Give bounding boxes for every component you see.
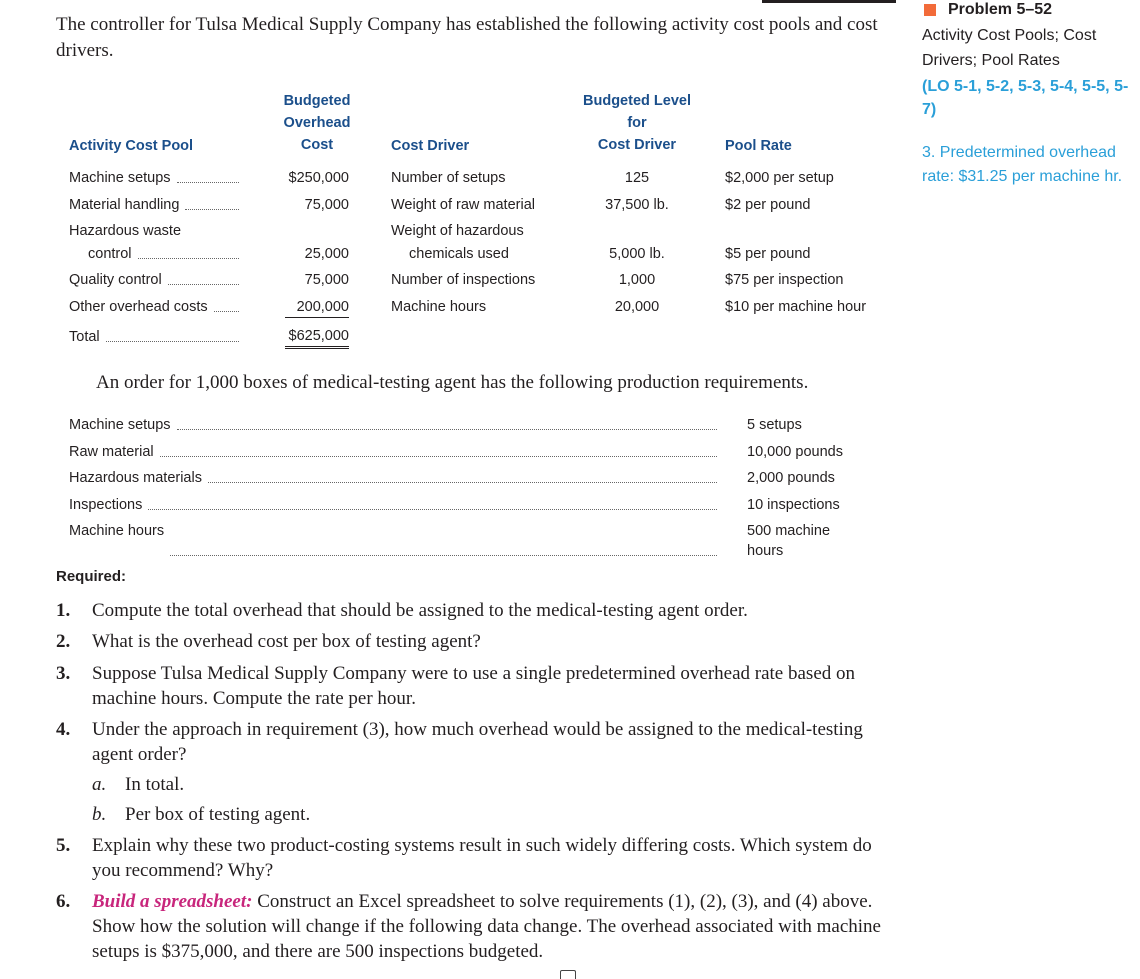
driver-cell: Weight of raw material: [391, 197, 535, 213]
level-cell: 5,000 lb.: [609, 246, 665, 262]
total-row: Total: [69, 327, 239, 347]
requirement-5: 5. Explain why these two product-costing systems result in such widely differing costs. Which system do you recommend? Why?: [56, 835, 872, 881]
level-cell: 20,000: [614, 299, 660, 315]
table-row: Quality control: [69, 270, 239, 290]
problem-subtitle: Activity Cost Pools; Cost Drivers; Pool Rates: [922, 27, 1097, 69]
list-item: Raw material 10,000 pounds: [69, 444, 843, 460]
top-rule: [762, 0, 896, 3]
requirement-6: 6. Build a spreadsheet: Construct an Excel spreadsheet to solve requirements (1), (2), (3), and (4) above. Show how the solution will change if the following data change. The overhead associated with machine setups is $375,000, and there are 500 inspections budgeted.: [56, 891, 881, 962]
problem-number: Problem 5–52: [948, 1, 1053, 18]
driver-cell: Machine hours: [391, 299, 487, 315]
driver-cell: Number of inspections: [391, 272, 536, 288]
orange-square-icon: [924, 4, 936, 16]
header-driver: Cost Driver: [391, 138, 470, 154]
pool-cell-line1: Hazardous waste: [69, 223, 182, 239]
driver-cell: Number of setups: [391, 170, 506, 186]
cost-cell: 75,000: [304, 197, 349, 213]
problem-heading: [922, 0, 1136, 20]
driver-cell-line2: chemicals used: [409, 246, 509, 262]
list-item: Machine hours 500 machine hours: [69, 523, 831, 559]
intro-paragraph: The controller for Tulsa Medical Supply Company has established the following activity cost pools and cost drivers.: [56, 14, 878, 61]
order-intro: An order for 1,000 boxes of medical-testing agent has the following production requirements.: [96, 372, 809, 393]
header-pool: Activity Cost Pool: [69, 138, 194, 154]
list-item: Inspections 10 inspections: [69, 497, 840, 513]
rate-cell: $5 per pound: [725, 246, 811, 262]
page-marker-icon: [560, 970, 576, 979]
learning-objectives: (LO 5-1, 5-2, 5-3, 5-4, 5-5, 5-7): [922, 78, 1129, 118]
problem-sidebar: [922, 0, 1136, 189]
header-rate: Pool Rate: [725, 138, 792, 154]
list-item: Machine setups 5 setups: [69, 417, 802, 433]
table-row: Machine setups: [69, 168, 239, 188]
rate-cell: $2,000 per setup: [725, 170, 834, 186]
requirement-1: 1. Compute the total overhead that should be assigned to the medical-testing agent order.: [56, 600, 748, 621]
rate-cell: $75 per inspection: [725, 272, 844, 288]
cost-cell: 25,000: [304, 246, 349, 262]
header-level: Budgeted Level for Cost Driver: [583, 93, 691, 153]
cost-cell: 200,000: [285, 297, 349, 318]
requirement-4a: a. In total.: [92, 774, 185, 795]
rate-cell: $10 per machine hour: [725, 299, 867, 315]
header-cost: Budgeted Overhead Cost: [283, 93, 351, 153]
requirement-4: 4. Under the approach in requirement (3), how much overhead would be assigned to the medical-testing agent order?: [56, 719, 863, 765]
rate-cell: $2 per pound: [725, 197, 811, 213]
check-answer: 3. Predetermined overhead rate: $31.25 per machine hr.: [922, 144, 1123, 185]
requirement-3: 3. Suppose Tulsa Medical Supply Company were to use a single predetermined overhead rate based on machine hours. Compute the rate per hour.: [56, 663, 855, 709]
build-spreadsheet-label: Build a spreadsheet:: [92, 891, 253, 912]
required-heading: Required:: [56, 568, 127, 585]
requirement-2: 2. What is the overhead cost per box of testing agent?: [56, 631, 481, 652]
level-cell: 1,000: [618, 272, 656, 288]
table-row: Material handling: [69, 195, 239, 215]
total-cost: $625,000: [285, 326, 349, 349]
level-cell: 125: [624, 170, 650, 186]
driver-cell-line1: Weight of hazardous: [391, 223, 524, 239]
level-cell: 37,500 lb.: [605, 197, 669, 213]
table-row: Other overhead costs: [69, 297, 239, 317]
cost-cell: $250,000: [288, 170, 349, 186]
list-item: Hazardous materials 2,000 pounds: [69, 470, 835, 486]
cost-cell: 75,000: [304, 272, 349, 288]
requirement-4b: b. Per box of testing agent.: [92, 804, 311, 825]
table-row: control: [88, 244, 239, 264]
